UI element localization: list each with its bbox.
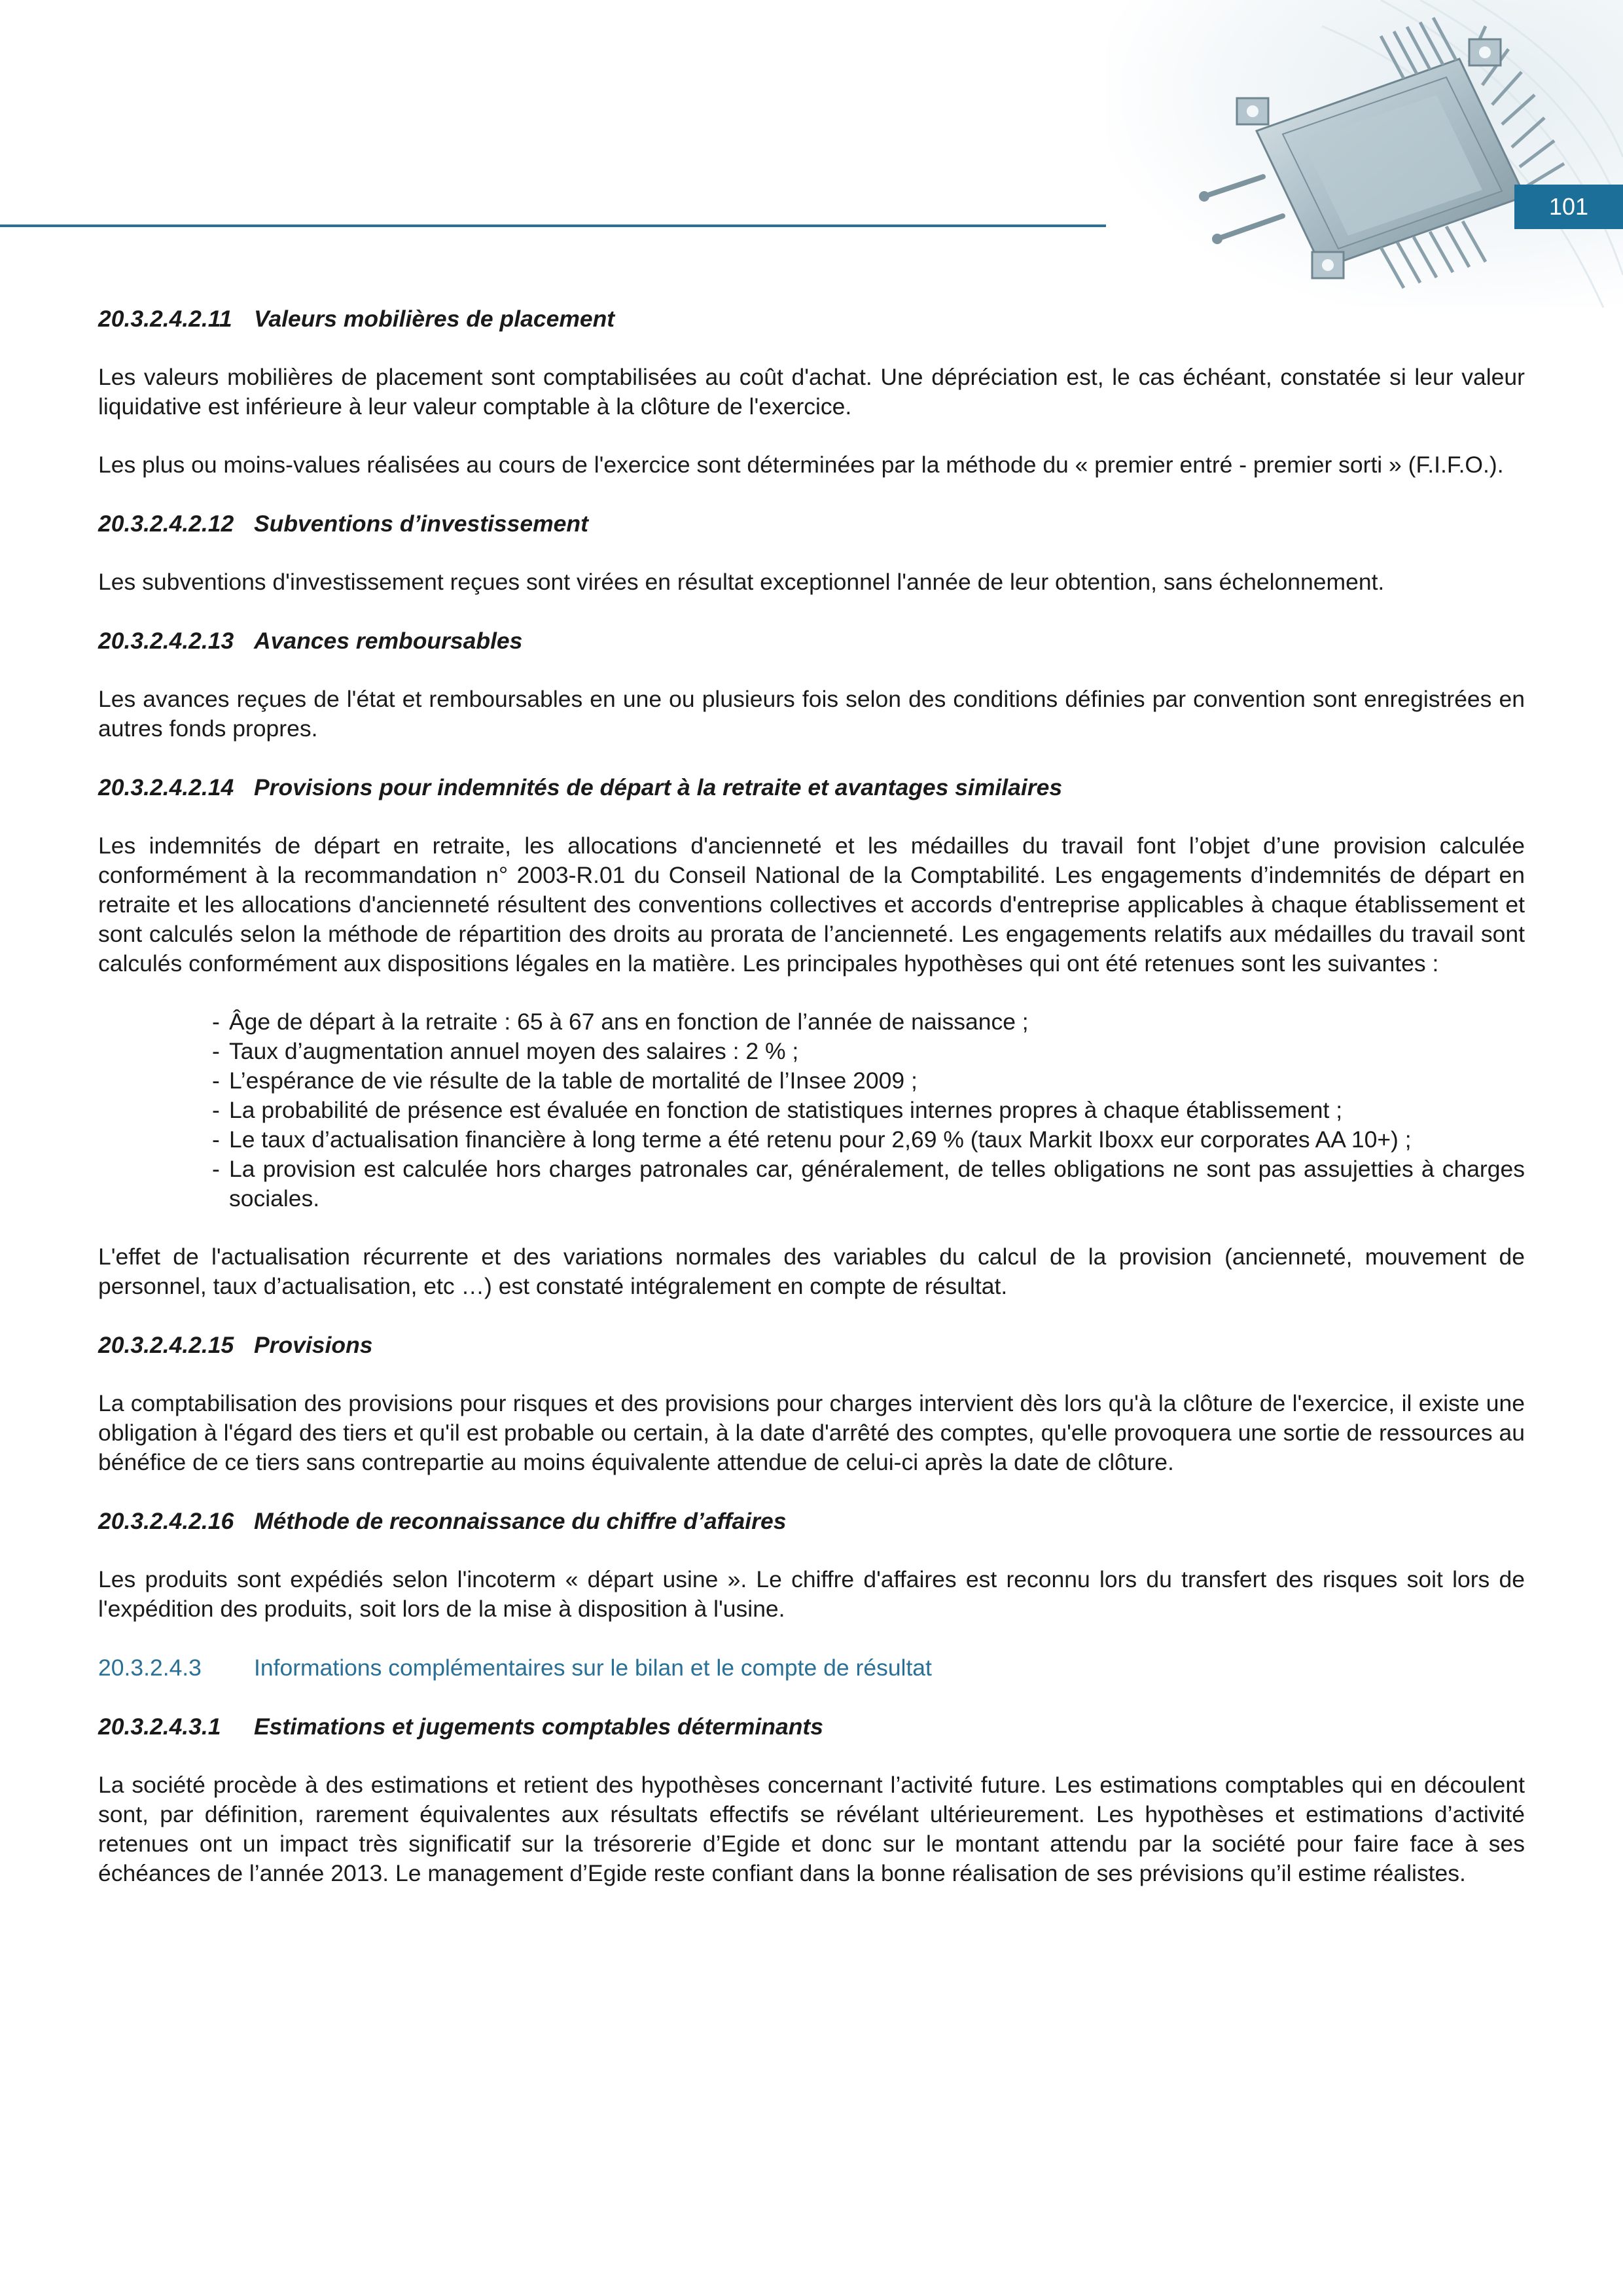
- list-item: - L’espérance de vie résulte de la table de mortalité de l’Insee 2009 ;: [212, 1066, 1525, 1096]
- subsection-title: Informations complémentaires sur le bilan et le compte de résultat: [254, 1655, 932, 1681]
- paragraph: Les produits sont expédiés selon l'incoterm « départ usine ». Le chiffre d'affaires est reconnu lors du transfert des risques soit lors de l'expédition des produits, soit lors de la mise à disposition à l'usine.: [98, 1566, 1525, 1622]
- section-heading: [98, 304, 1525, 334]
- hypotheses-list: [98, 1007, 1525, 1213]
- section-title: Estimations et jugements comptables déterminants: [254, 1713, 823, 1740]
- header-rule: [0, 224, 1114, 227]
- paragraph: Les plus ou moins-values réalisées au cours de l'exercice sont déterminées par la méthode du « premier entré - premier sorti » (F.I.F.O.).: [98, 452, 1504, 478]
- section-estimations: [98, 1712, 1525, 1888]
- section-subventions: [98, 509, 1525, 597]
- section-number: 20.3.2.4.2.11: [98, 306, 232, 332]
- list-item: - Le taux d’actualisation financière à long terme a été retenu pour 2,69 % (taux Markit Iboxx eur corporates AA 10+) ;: [212, 1125, 1525, 1155]
- paragraph: Les subventions d'investissement reçues sont virées en résultat exceptionnel l'année de leur obtention, sans échelonnement.: [98, 569, 1385, 595]
- section-number: 20.3.2.4.2.13: [98, 628, 234, 654]
- section-number: 20.3.2.4.2.16: [98, 1508, 234, 1534]
- section-title: Méthode de reconnaissance du chiffre d’affaires: [254, 1508, 787, 1534]
- document-body: [98, 304, 1525, 1918]
- section-heading: [98, 509, 1525, 539]
- paragraph: La comptabilisation des provisions pour risques et des provisions pour charges intervient dès lors qu'à la clôture de l'exercice, il existe une obligation à l'égard des tiers et qu'il est probable ou certain, à la date d'arrêté des comptes, qu'elle provoquera une sortie de ressources au bénéfice de ce tiers sans contrepartie au moins équivalente attendue de celui-ci après la date de clôture.: [98, 1390, 1525, 1475]
- paragraph: Les indemnités de départ en retraite, les allocations d'ancienneté et les médailles du travail font l’objet d’une provision calculée conformément à la recommandation n° 2003-R.01 du Conseil National de la Comptabilité. Les engagements d’indemnités de départ en retraite et les allocations d'ancienneté résultent des conventions collectives et accords d'entreprise applicables à chaque établissement et sont calculés selon la méthode de répartition des droits au prorata de l’ancienneté. Les engagements relatifs aux médailles du travail sont calculés conformément aux dispositions légales en la matière. Les principales hypothèses qui ont été retenues sont les suivantes :: [98, 833, 1525, 977]
- paragraph: Les valeurs mobilières de placement sont comptabilisées au coût d'achat. Une dépréciation est, le cas échéant, constatée si leur valeur liquidative est inférieure à leur valeur comptable à la clôture de l'exercice.: [98, 364, 1525, 420]
- section-title: Valeurs mobilières de placement: [254, 306, 615, 332]
- header-product-illustration: [1106, 0, 1623, 308]
- section-title: Provisions pour indemnités de départ à la retraite et avantages similaires: [254, 774, 1063, 800]
- section-provisions-retraite: [98, 773, 1525, 1301]
- paragraph: La société procède à des estimations et retient des hypothèses concernant l’activité future. Les estimations comptables qui en découlent sont, par définition, rarement équivalentes aux résultats effectifs se révélant ultérieurement. Les hypothèses et estimations d’activité retenues ont un impact très significatif sur la trésorerie d’Egide et donc sur le montant attendu par la société pour faire face à ses échéances de l’année 2013. Le management d’Egide reste confiant dans la bonne réalisation de ses prévisions qu’il estime réalistes.: [98, 1772, 1525, 1886]
- list-item: - Âge de départ à la retraite : 65 à 67 ans en fonction de l’année de naissance ;: [212, 1007, 1525, 1037]
- section-number: 20.3.2.4.2.15: [98, 1332, 234, 1358]
- section-heading: [98, 773, 1525, 802]
- list-item: - La probabilité de présence est évaluée en fonction de statistiques internes propres à chaque établissement ;: [212, 1096, 1525, 1125]
- subsection-heading: [98, 1653, 1525, 1683]
- section-provisions: [98, 1331, 1525, 1477]
- page-number: 101: [1514, 185, 1623, 229]
- section-heading: [98, 1331, 1525, 1360]
- paragraph: L'effet de l'actualisation récurrente et des variations normales des variables du calcul de la provision (ancienneté, mouvement de personnel, taux d’actualisation, etc …) est constaté intégralement en compte de résultat.: [98, 1244, 1525, 1299]
- section-number: 20.3.2.4.3.1: [98, 1713, 221, 1740]
- section-heading: [98, 1507, 1525, 1536]
- section-number: 20.3.2.4.2.14: [98, 774, 234, 800]
- section-number: 20.3.2.4.2.12: [98, 511, 234, 537]
- section-heading: [98, 626, 1525, 656]
- section-title: Provisions: [254, 1332, 373, 1358]
- section-title: Subventions d’investissement: [254, 511, 588, 537]
- paragraph: Les avances reçues de l'état et remboursables en une ou plusieurs fois selon des conditions définies par convention sont enregistrées en autres fonds propres.: [98, 686, 1525, 742]
- subsection-number: 20.3.2.4.3: [98, 1655, 202, 1681]
- section-chiffre-affaires: [98, 1507, 1525, 1624]
- section-heading: [98, 1712, 1525, 1742]
- list-item: - Taux d’augmentation annuel moyen des salaires : 2 % ;: [212, 1037, 1525, 1066]
- section-title: Avances remboursables: [254, 628, 523, 654]
- list-item: - La provision est calculée hors charges patronales car, généralement, de telles obligations ne sont pas assujetties à charges sociales.: [212, 1155, 1525, 1213]
- section-avances-remboursables: [98, 626, 1525, 744]
- section-valeurs-mobilieres: [98, 304, 1525, 480]
